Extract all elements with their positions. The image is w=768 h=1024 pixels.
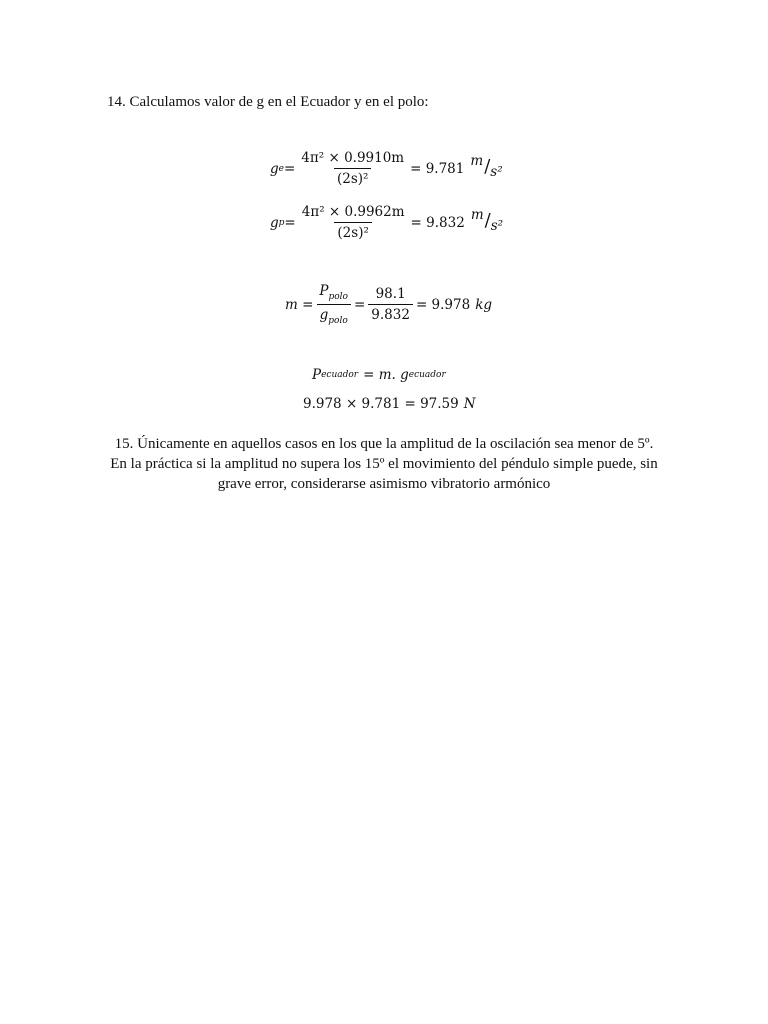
g-equator-equals: = xyxy=(283,160,296,177)
g-pole-result: = 9.832 xyxy=(410,214,465,231)
mass-numeric-numerator: 98.1 xyxy=(375,286,406,302)
answer-line-3: grave error, considerarse asimismo vibratorio armónico xyxy=(217,476,551,492)
mass-lhs: m = xyxy=(285,296,314,313)
question-15-answer xyxy=(60,434,708,494)
mass-fraction-denominator: $g_{polo}$ xyxy=(317,304,351,326)
question-14-heading: 14. Calculamos valor de g en el Ecuador y en el polo: xyxy=(107,94,429,110)
mass-fraction-numerator: $P_{polo}$ xyxy=(319,283,348,302)
weight-rhs-subscript: ecuador xyxy=(408,370,446,380)
g-pole-unit-numerator: m xyxy=(470,207,484,223)
g-equator-subscript: e xyxy=(278,163,284,174)
mass-fraction-symbolic xyxy=(316,283,351,326)
equator-gravity-equation xyxy=(270,150,503,187)
weight-value xyxy=(303,396,476,412)
g-equator-unit-numerator: m xyxy=(470,153,484,169)
g-equator-numerator: 4π² × 0.9910m xyxy=(301,150,405,166)
weight-formula xyxy=(312,367,446,383)
g-equator-denominator: (2s)² xyxy=(334,168,371,187)
g-equator-fraction xyxy=(298,150,407,187)
g-pole-equals: = xyxy=(284,214,296,231)
mass-unit: kg xyxy=(475,296,493,313)
mass-equation xyxy=(285,283,492,326)
g-equator-symbol: g xyxy=(270,160,279,177)
mass-equals: = xyxy=(353,296,366,313)
g-equator-result: = 9.781 xyxy=(410,160,465,177)
g-pole-subscript: p xyxy=(278,217,285,228)
weight-symbol: P xyxy=(312,367,322,383)
mass-result: = 9.978 xyxy=(415,296,471,313)
mass-fraction-numeric xyxy=(368,286,413,323)
weight-rhs: = m. g xyxy=(363,367,409,383)
g-pole-numerator: 4π² × 0.9962m xyxy=(301,204,405,220)
weight-unit: N xyxy=(463,396,476,412)
g-pole-symbol: g xyxy=(270,214,279,231)
answer-line-1: 15. Únicamente en aquellos casos en los que la amplitud de la oscilación sea menor de 5º. xyxy=(114,436,654,452)
weight-subscript: ecuador xyxy=(321,370,359,380)
g-pole-denominator: (2s)² xyxy=(334,222,371,241)
pole-gravity-equation xyxy=(270,204,503,241)
g-equator-unit-denominator: s² xyxy=(490,164,503,180)
weight-expression: 9.978 × 9.781 = 97.59 xyxy=(303,396,459,412)
answer-line-2: En la práctica si la amplitud no supera los 15º el movimiento del péndulo simple puede, sin xyxy=(110,456,658,472)
g-pole-fraction xyxy=(299,204,408,241)
mass-numeric-denominator: 9.832 xyxy=(368,304,413,323)
g-pole-unit: m / s² xyxy=(470,207,504,234)
g-equator-unit: m / s² xyxy=(470,153,503,180)
g-pole-unit-denominator: s² xyxy=(490,218,504,234)
